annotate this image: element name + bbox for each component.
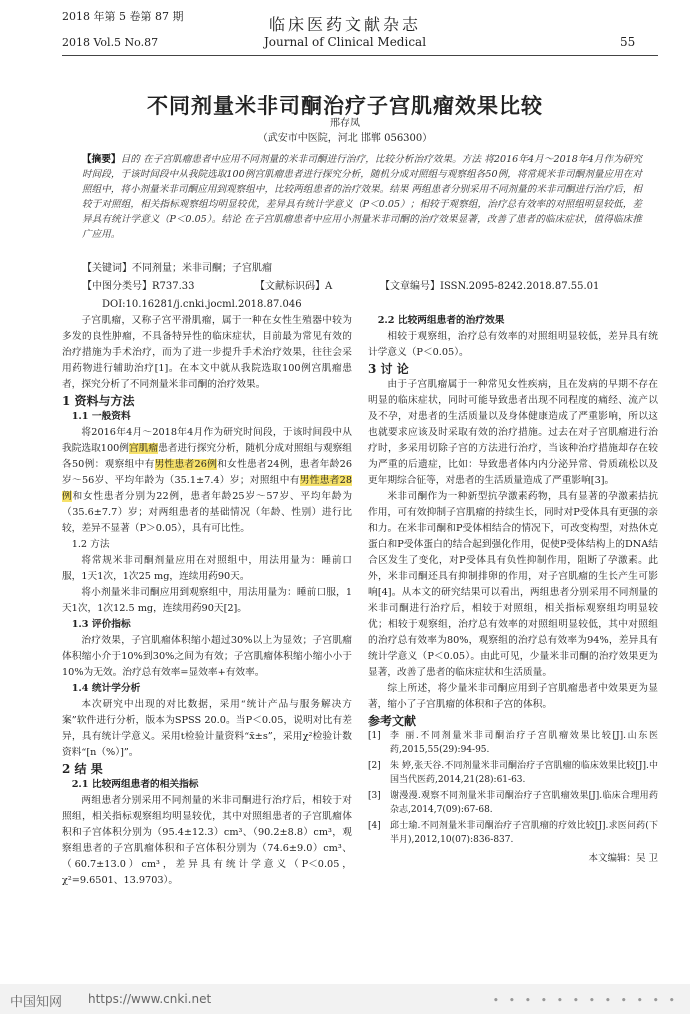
journal-en: Journal of Clinical Medical	[263, 35, 427, 49]
results-paragraph-1: 两组患者分别采用不同剂量的米非司酮进行治疗后，相较于对照组，相关指标观察组均明显较优，其中对照组患者的子宫肌瘤体积和子宫体积分别为（95.4±12.3）cm³、（90.2±8.8）cm³，观察组患者的子宫肌瘤体积和子宫体积分别为（74.6±9.0）cm³、（60.7±13.0）cm³，差异具有统计学意义（P＜0.05，χ²=9.6501、13.9703）。	[62, 795, 352, 886]
editor-note: 本文编辑：吴 卫	[588, 853, 658, 864]
right-column	[368, 313, 658, 867]
page-number: 55	[620, 35, 636, 49]
references-list	[368, 729, 658, 847]
abstract	[82, 152, 642, 242]
issue-cn: 2018 年第 5 卷第 87 期	[62, 10, 184, 23]
cnki-logo-text: 中国知网	[10, 995, 63, 1010]
left-column	[62, 313, 352, 889]
section-1-1-heading: 1.1 一般资料	[71, 411, 131, 422]
reference-number: [1]	[368, 731, 381, 741]
doi: DOI:10.16281/j.cnki.jocml.2018.87.046	[102, 299, 302, 310]
highlight-3: 男性患者28例	[62, 475, 352, 502]
section-1-3-heading: 1.3 评价指标	[71, 619, 131, 630]
highlight-1: 宫肌瘤	[128, 443, 159, 454]
cnki-footer	[0, 984, 690, 1014]
criteria-paragraph: 治疗效果，子宫肌瘤体积缩小超过30%以上为显效；子宫肌瘤体积缩小介于10%到30%之间为有效；子宫肌瘤体积缩小缩小小于10%为无效。治疗总有效率=显效率+有效率。	[62, 635, 352, 678]
statistics-paragraph: 本次研究中出现的对比数据，采用“统计产品与服务解决方案”软件进行分析，版本为SPSS 20.0。当P＜0.05，说明对比有差异，具有统计学意义。采用t检验计量资料“x̄±s”，采用χ²检验计数资料“[n（%）]”。	[62, 699, 352, 758]
discussion-paragraph-1: 由于子宫肌瘤属于一种常见女性疾病，且在发病的早期不存在明显的临床症状，同时可能导致患者出现不同程度的痛经、流产以及不孕，对患者的生活质量以及身体健康造成了严重影响，所以这也就要求应该及时采取有效的治疗措施。过去在对子宫肌瘤进行治疗时，多采用切除子宫的方法进行治疗，当该种治疗措施却存在较为严重的后遗症，比如：导致患者体内内分泌异常、骨质疏松以及更年期综合征等，对患者的生活质量造成了严重影响[3]。	[368, 379, 658, 486]
intro-paragraph: 子宫肌瘤，又称子宫平滑肌瘤，属于一种在女性生殖器中较为多发的良性肿瘤，不具备特异性的临床症状，目前最为常见有效的治疗措施为手术治疗，而为了进一步提升手术治疗效果，往往会采用药物进行辅助治疗[1]。在本文中就从我院选取100例宫肌瘤患者，探究分析了不同剂量米非司酮的治疗效果。	[62, 315, 352, 390]
section-1-2-heading: 1.2 方法	[71, 539, 110, 550]
highlight-2: 男性患者26例	[154, 459, 218, 470]
affiliation: （武安市中医院，河北 邯郸 056300）	[257, 133, 433, 144]
section-2-heading: 2 结 果	[62, 762, 103, 776]
reference-item	[368, 759, 658, 787]
references-heading: 参考文献	[368, 714, 417, 728]
cnki-url[interactable]: https://www.cnki.net	[88, 992, 212, 1006]
author: 邢存凤	[330, 118, 360, 129]
reference-number: [4]	[368, 821, 381, 831]
method-paragraph-1: 将常规米非司酮剂量应用在对照组中，用法用量为：睡前口服，1天1次，1次25 mg，连续用药90天。	[62, 555, 352, 582]
issue-en: 2018 Vol.5 No.87	[62, 36, 159, 49]
article-title: 不同剂量米非司酮治疗子宫肌瘤效果比较	[147, 93, 543, 118]
reference-number: [3]	[368, 791, 381, 801]
conclusion-paragraph: 综上所述，将少量米非司酮应用到子宫肌瘤患者中效果更为显著，缩小了子宫肌瘤的体积和子宫的体积。	[368, 683, 658, 710]
section-2-2-heading: 2.2 比较两组患者的治疗效果	[377, 315, 505, 326]
section-1-4-heading: 1.4 统计学分析	[71, 683, 141, 694]
keywords: 【关键词】不同剂量；米非司酮；子宫肌瘤	[82, 263, 272, 274]
reference-text: 李 丽.不同剂量米非司酮治疗子宫肌瘤效果比较[J].山东医药,2015,55(29):94-95.	[390, 731, 658, 755]
reference-number: [2]	[368, 761, 381, 771]
method-paragraph-2: 将小剂量米非司酮应用到观察组中，用法用量为：睡前口服，1天1次，1次12.5 mg，连续用药90天[2]。	[62, 587, 352, 614]
more-dots-icon: • • • • • • • • • • • •	[492, 994, 678, 1007]
clc-number: 【中图分类号】R737.33	[82, 281, 195, 292]
section-2-1-heading: 2.1 比较两组患者的相关指标	[71, 779, 199, 790]
results-paragraph-2: 相较于观察组，治疗总有效率的对照组明显较低，差异具有统计学意义（P＜0.05）。	[368, 331, 658, 358]
reference-item	[368, 789, 658, 817]
article-number: 【文章编号】ISSN.2095-8242.2018.87.55.01	[380, 281, 600, 292]
reference-item	[368, 819, 658, 847]
reference-text: 朱 婷,张天谷.不同剂量米非司酮治疗子宫肌瘤的临床效果比较[J].中国当代医药,2014,21(28):61-63.	[390, 761, 658, 785]
section-1-heading: 1 资料与方法	[62, 394, 135, 408]
section-3-heading: 3 讨 论	[368, 362, 409, 376]
journal-cn: 临床医药文献杂志	[268, 15, 421, 34]
doc-code: 【文献标识码】A	[255, 281, 333, 292]
abstract-label: 【摘要】	[82, 154, 121, 165]
reference-text: 邱士瑜.不同剂量米非司酮治疗子宫肌瘤的疗效比较[J].求医问药(下半月),2012,10(07):836-837.	[390, 821, 658, 845]
general-info-paragraph: 将2016年4月～2018年4月作为研究时间段，于该时间段中从我院选取100例宫肌瘤患者进行探究分析，随机分成对照组与观察组各50例：观察组中有男性患者26例和女性患者24例，患者年龄26岁～56岁、平均年龄为（35.1±7.4）岁；对照组中有男性患者28例和女性患者分别为22例，患者年龄25岁～57岁、平均年龄为（35.6±7.7）岁；对两组患者的基础情况（年龄、性别）进行比较，差异不显著（P＞0.05），具有可比性。	[62, 427, 353, 534]
reference-text: 谢漫漫.观察不同剂量米非司酮治疗子宫肌瘤效果[J].临床合理用药杂志,2014,7(09):67-68.	[390, 791, 658, 815]
reference-item	[368, 729, 658, 757]
header-rule	[62, 55, 658, 56]
discussion-paragraph-2: 米非司酮作为一种新型抗孕激素药物，具有显著的孕激素拮抗作用，可有效抑制子宫肌瘤的持续生长，同时对P受体具有更强的亲和力。在米非司酮和P受体相结合的情况下，可改变构型，对热休克蛋白和P受体蛋白的结合起到强化作用，促使P受体结构上的DNA结合区发生了变化，对P受体具有负性抑制作用，阻断了孕激素。此外，米非司酮还具有抑制排卵的作用，对子宫肌瘤的生长产生可影响[4]。从本文的研究结果可以看出，两组患者分别采用不同剂量的米非司酮进行治疗后，相较于对照组，相关指标观察组均明显较优；相较于观察组，治疗总有效率的对照组明显较低，其中对照组的治疗总有效率为80%，观察组的治疗总有效率为94%，差异具有统计学意义（P＜0.05）。由此可见，少量米非司酮的治疗效果更为显著，改善了患者的临床症状和生活质量。	[368, 491, 658, 678]
abstract-text: 目的 在子宫肌瘤患者中应用不同剂量的米非司酮进行治疗，比较分析治疗效果。方法 将2016年4月～2018年4月作为研究时间段，于该时间段中从我院选取100例宫肌瘤患者进行探究分析，随机分成对照组与观察组各50例，将常规米非司酮剂量应用在对照组中，将小剂量米非司酮应用到观察组中，比较两组患者的治疗效果。结果 两组患者分别采用不同剂量的米非司酮进行治疗后，相较于对照组，相关指标观察组均明显较优，差异具有统计学意义（P＜0.05）；相较于观察组，治疗总有效率的对照组明显较低，差异具有统计学意义（P＜0.05）。结论 在子宫肌瘤患者中应用小剂量米非司酮的治疗效果显著，改善了患者的临床症状，值得临床推广应用。	[82, 154, 643, 240]
